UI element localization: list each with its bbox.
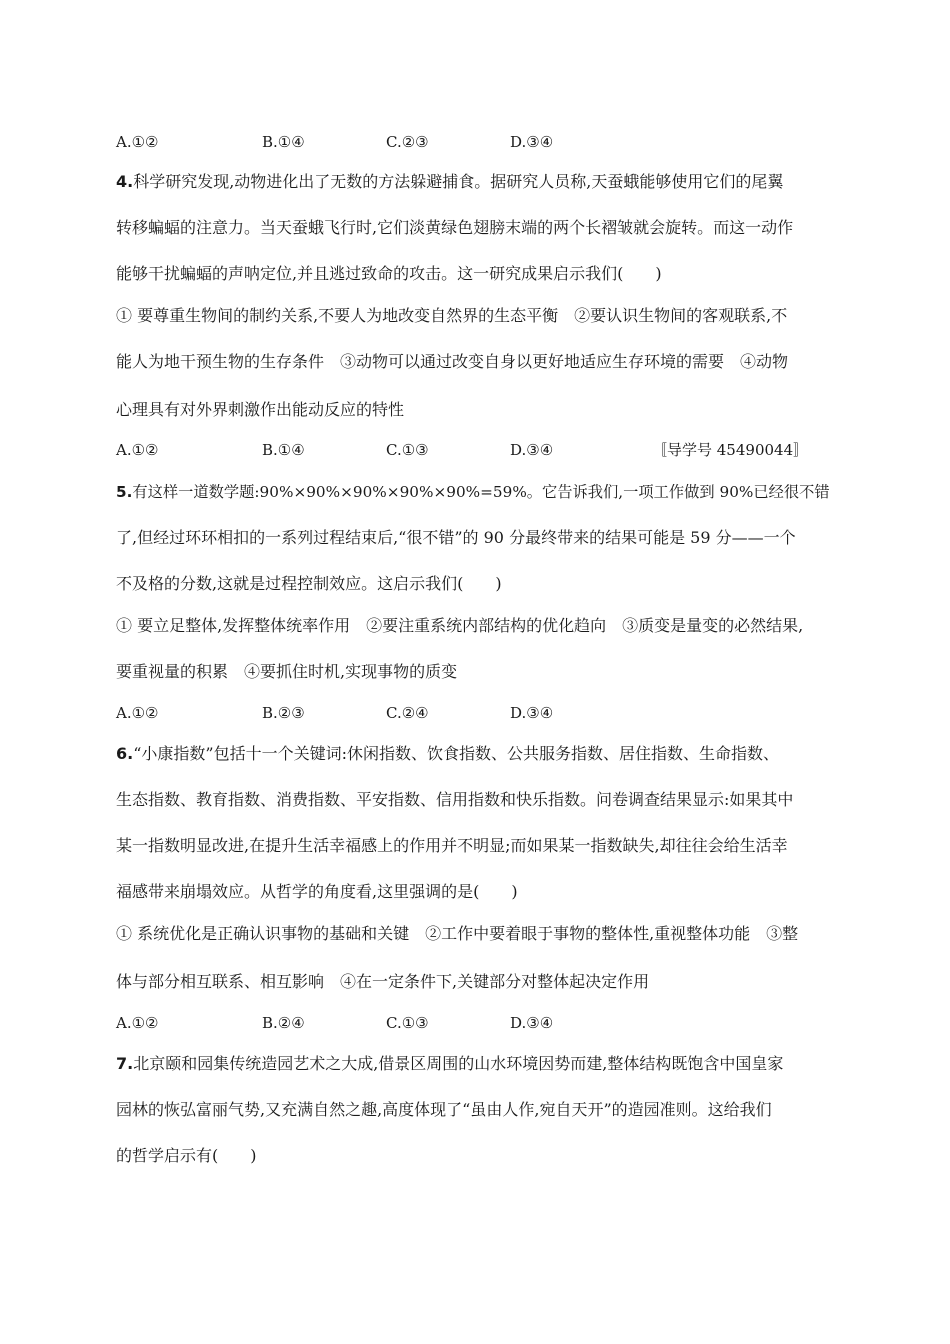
q4-option-b: B.①④ (262, 441, 305, 459)
q5-option-c: C.②④ (386, 704, 429, 722)
q6-text-1: “小康指数”包括十一个关键词:休闲指数、饮食指数、公共服务指数、居住指数、生命指数、 (133, 744, 779, 763)
q4-number: 4. (116, 172, 134, 191)
q4-line-1 (116, 172, 783, 192)
q6-line-5: ① 系统优化是正确认识事物的基础和关键 ②工作中要着眼于事物的整体性,重视整体功能 ③整 (116, 924, 799, 943)
q3-option-d: D.③④ (510, 133, 554, 151)
q5-line-3: 不及格的分数,这就是过程控制效应。这启示我们( ) (116, 574, 502, 593)
q4-line-6: 心理具有对外界刺激作出能动反应的特性 (116, 400, 405, 419)
q5-line-4: ① 要立足整体,发挥整体统率作用 ②要注重系统内部结构的优化趋向 ③质变是量变的必然结果, (116, 616, 804, 635)
q6-line-6: 体与部分相互联系、相互影响 ④在一定条件下,关键部分对整体起决定作用 (116, 972, 650, 991)
q3-option-b: B.①④ (262, 133, 305, 151)
q6-option-b: B.②④ (262, 1014, 305, 1032)
q6-line-1 (116, 744, 779, 764)
q7-line-1 (116, 1054, 783, 1074)
q4-option-a: A.①② (116, 441, 159, 459)
q5-text-1: 有这样一道数学题:90%×90%×90%×90%×90%=59%。它告诉我们,一项工作做到 90%已经很不错 (132, 483, 830, 501)
q4-line-3: 能够干扰蝙蝠的声呐定位,并且逃过致命的攻击。这一研究成果启示我们( ) (116, 264, 662, 283)
q7-line-3: 的哲学启示有( ) (116, 1146, 257, 1165)
q4-option-c: C.①③ (386, 441, 429, 459)
q7-number: 7. (116, 1054, 134, 1073)
q7-text-1: 北京颐和园集传统造园艺术之大成,借景区周围的山水环境因势而建,整体结构既饱含中国皇家 (133, 1054, 784, 1073)
q5-number: 5. (116, 483, 133, 501)
q7-line-2: 园林的恢弘富丽气势,又充满自然之趣,高度体现了“虽由人作,宛自天开”的造园准则。这给我们 (116, 1100, 772, 1119)
q5-line-2: 了,但经过环环相扣的一系列过程结束后,“很不错”的 90 分最终带来的结果可能是 59 分——一个 (116, 528, 796, 547)
q6-option-a: A.①② (116, 1014, 159, 1032)
q4-line-5: 能人为地干预生物的生存条件 ③动物可以通过改变自身以更好地适应生存环境的需要 ④动物 (116, 352, 789, 371)
q6-line-2: 生态指数、教育指数、消费指数、平安指数、信用指数和快乐指数。问卷调查结果显示:如果其中 (116, 790, 794, 809)
q4-text-1: 科学研究发现,动物进化出了无数的方法躲避捕食。据研究人员称,天蚕蛾能够使用它们的尾翼 (133, 172, 784, 191)
q6-option-d: D.③④ (510, 1014, 554, 1032)
q5-line-5: 要重视量的积累 ④要抓住时机,实现事物的质变 (116, 662, 458, 681)
q5-option-b: B.②③ (262, 704, 305, 722)
q3-option-a: A.①② (116, 133, 159, 151)
q6-number: 6. (116, 744, 134, 763)
q4-option-d: D.③④ (510, 441, 554, 459)
q6-line-4: 福感带来崩塌效应。从哲学的角度看,这里强调的是( ) (116, 882, 518, 901)
q4-guide-number: 〚导学号 45490044〛 (652, 441, 809, 459)
q3-option-c: C.②③ (386, 133, 429, 151)
q4-line-2: 转移蝙蝠的注意力。当天蚕蛾飞行时,它们淡黄绿色翅膀末端的两个长褶皱就会旋转。而这一动作 (116, 218, 794, 237)
q5-option-a: A.①② (116, 704, 159, 722)
q5-line-1 (116, 482, 830, 502)
q6-option-c: C.①③ (386, 1014, 429, 1032)
q6-line-3: 某一指数明显改进,在提升生活幸福感上的作用并不明显;而如果某一指数缺失,却往往会给生活幸 (116, 836, 788, 855)
q4-line-4: ① 要尊重生物间的制约关系,不要人为地改变自然界的生态平衡 ②要认识生物间的客观联系,不 (116, 306, 788, 325)
q5-option-d: D.③④ (510, 704, 554, 722)
